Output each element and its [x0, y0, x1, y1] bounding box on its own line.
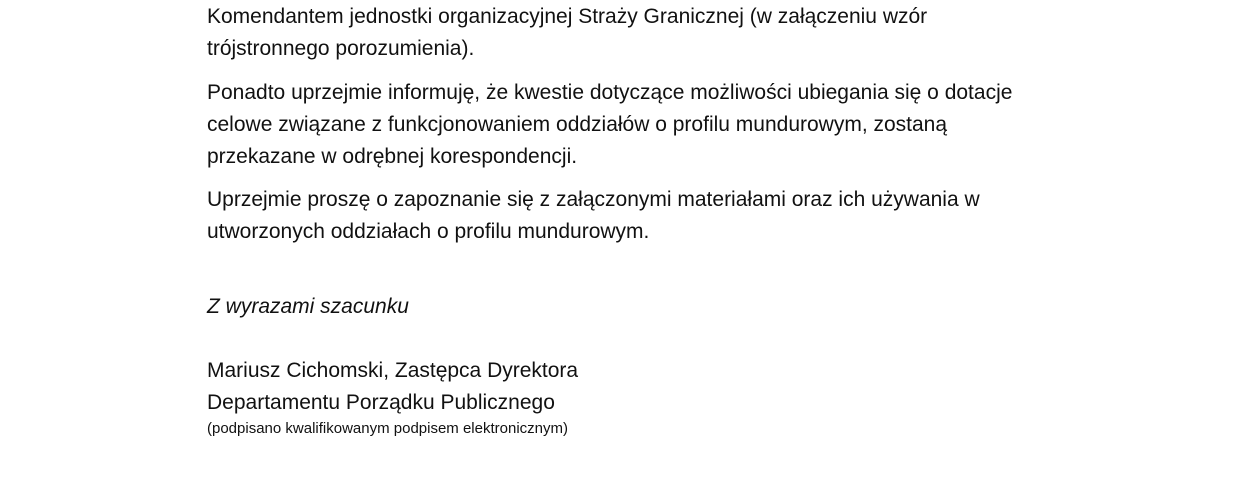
paragraph-attachment: Komendantem jednostki organizacyjnej Straży Granicznej (w załączeniu wzór trójstronnego porozumienia).: [207, 5, 928, 60]
closing-phrase: Z wyrazami szacunku: [207, 295, 409, 318]
signer-block: [207, 355, 578, 419]
paragraph-grants: Ponadto uprzejmie informuję, że kwestie dotyczące możliwości ubiegania się o dotacje celowe związane z funkcjonowaniem oddziałów o profilu mundurowym, zostaną przekazane w odrębnej korespondencji.: [207, 81, 1013, 168]
signer-department: Departamentu Porządku Publicznego: [207, 391, 555, 414]
signer-name-title: Mariusz Cichomski, Zastępca Dyrektora: [207, 359, 579, 382]
paragraph-request: Uprzejmie proszę o zapoznanie się z załączonymi materiałami oraz ich używania w utworzonych oddziałach o profilu mundurowym.: [207, 188, 980, 243]
signature-note: (podpisano kwalifikowanym podpisem elektronicznym): [207, 420, 568, 437]
